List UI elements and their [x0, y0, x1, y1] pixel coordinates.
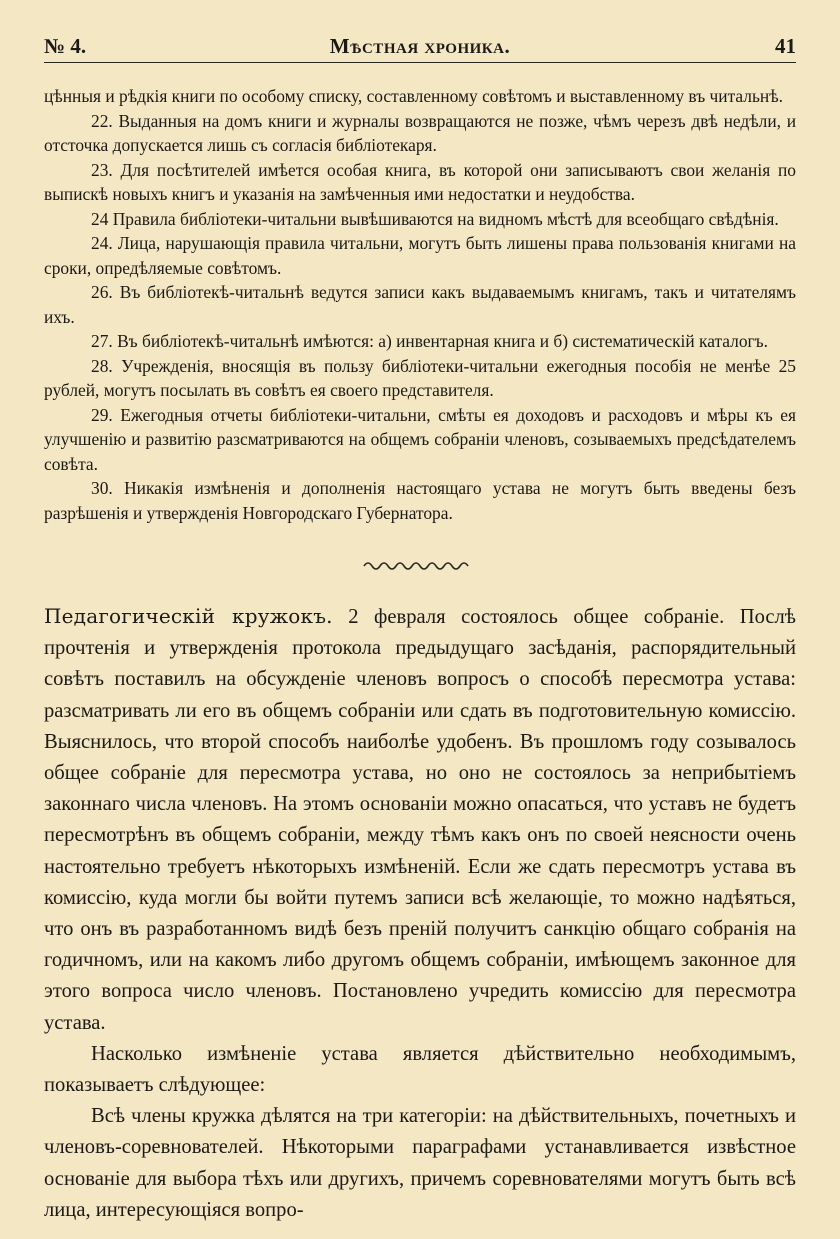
rule-paragraph: 24 Правила библіотеки-читальни вывѣшиваются на видномъ мѣстѣ для всеобщаго свѣдѣнія. — [91, 208, 779, 229]
rule-paragraph: 24. Лица, нарушающія правила читальни, могутъ быть лишены права пользованія книгами на сроки, опредѣляемые совѣтомъ. — [44, 233, 796, 278]
rule-paragraph: 23. Для посѣтителей имѣется особая книга, въ которой они записываютъ свои желанія по выпискѣ новыхъ книгъ и указанія на замѣченныя ими недостатки и неудобства. — [44, 159, 796, 204]
article-lead-text: 2 февраля состоялось общее собраніе. Послѣ прочтенія и утвержденія протокола предыдущаго засѣданія, распорядительный совѣтъ поставилъ на обсужденіе членовъ вопросъ о способѣ пересмотра устава: разсматривать ли его въ общемъ собраніи или сдать въ подготовительную комиссію. Выяснилось, что второй способъ наиболѣе удобенъ. Въ прошломъ году созывалось общее собраніе для пересмотра устава, но оно не состоялось за неприбытіемъ законнаго числа членовъ. На этомъ основаніи можно опасаться, что уставъ не будетъ пересмотрѣнъ въ общемъ собраніи, между тѣмъ какъ онъ по своей неясности очень настоятельно требуетъ нѣкоторыхъ измѣненій. Если же сдать пересмотръ устава въ комиссію, куда могли бы войти путемъ записи всѣ желающіе, то можно надѣяться, что онъ въ разработанномъ видѣ безъ преній получитъ санкцію общаго собранія на годичномъ, или на какомъ либо другомъ общемъ собраніи, имѣющемъ законное для этого вопроса число членовъ. Постановлено учредить комиссію для пересмотра устава. — [44, 606, 796, 1034]
rule-paragraph: 27. Въ библіотекѣ-читальнѣ имѣются: а) инвентарная книга и б) систематическій каталогъ. — [91, 331, 769, 351]
section-title: Мѣстная хроника. — [329, 34, 511, 58]
article-lead-paragraph — [44, 601, 796, 1039]
section-divider-ornament — [362, 556, 470, 576]
rule-paragraph: 29. Ежегодныя отчеты библіотеки-читальни, смѣты ея доходовъ и расходовъ и мѣры къ ея улучшенію и развитію разсматриваются на общемъ собраніи членовъ, созываемыхъ предсѣдателемъ совѣта. — [44, 404, 796, 474]
rule-paragraph: 30. Никакія измѣненія и дополненія настоящаго устава не могутъ быть введены безъ разрѣшенія и утвержденія Новгородскаго Губернатора. — [44, 478, 796, 523]
article — [44, 601, 796, 1226]
rule-paragraph: 28. Учрежденія, вносящія въ пользу библіотеки-читальни ежегодныя пособія не менѣе 25 рублей, могутъ посылать въ совѣтъ ея своего представителя. — [44, 355, 796, 400]
article-heading: Педагогическій кружокъ. — [44, 604, 333, 628]
rule-paragraph: 22. Выданныя на домъ книги и журналы возвращаются не позже, чѣмъ черезъ двѣ недѣли, и отсточка допускается лишь съ согласія библіотекаря. — [44, 110, 796, 155]
page-number: 41 — [775, 34, 796, 58]
rule-paragraph: цѣнныя и рѣдкія книги по особому списку, составленному совѣтомъ и выставленному въ читальнѣ. — [44, 86, 783, 106]
rule-paragraph: 26. Въ библіотекѣ-читальнѣ ведутся записи какъ выдаваемымъ книгамъ, такъ и читателямъ ихъ. — [44, 282, 796, 327]
article-paragraph: Всѣ члены кружка дѣлятся на три категоріи: на дѣйствительныхъ, почетныхъ и членовъ-соревнователей. Нѣкоторыми параграфами устанавливается извѣстное основаніе для выбора тѣхъ или другихъ, причемъ соревнователями могутъ быть всѣ лица, интересующіяся вопро- — [44, 1105, 796, 1221]
issue-number: № 4. — [44, 34, 87, 58]
library-rules — [44, 84, 796, 525]
running-header — [44, 30, 796, 63]
article-paragraph: Насколько измѣненіе устава является дѣйствительно необходимымъ, показываетъ слѣдующее: — [44, 1042, 796, 1097]
